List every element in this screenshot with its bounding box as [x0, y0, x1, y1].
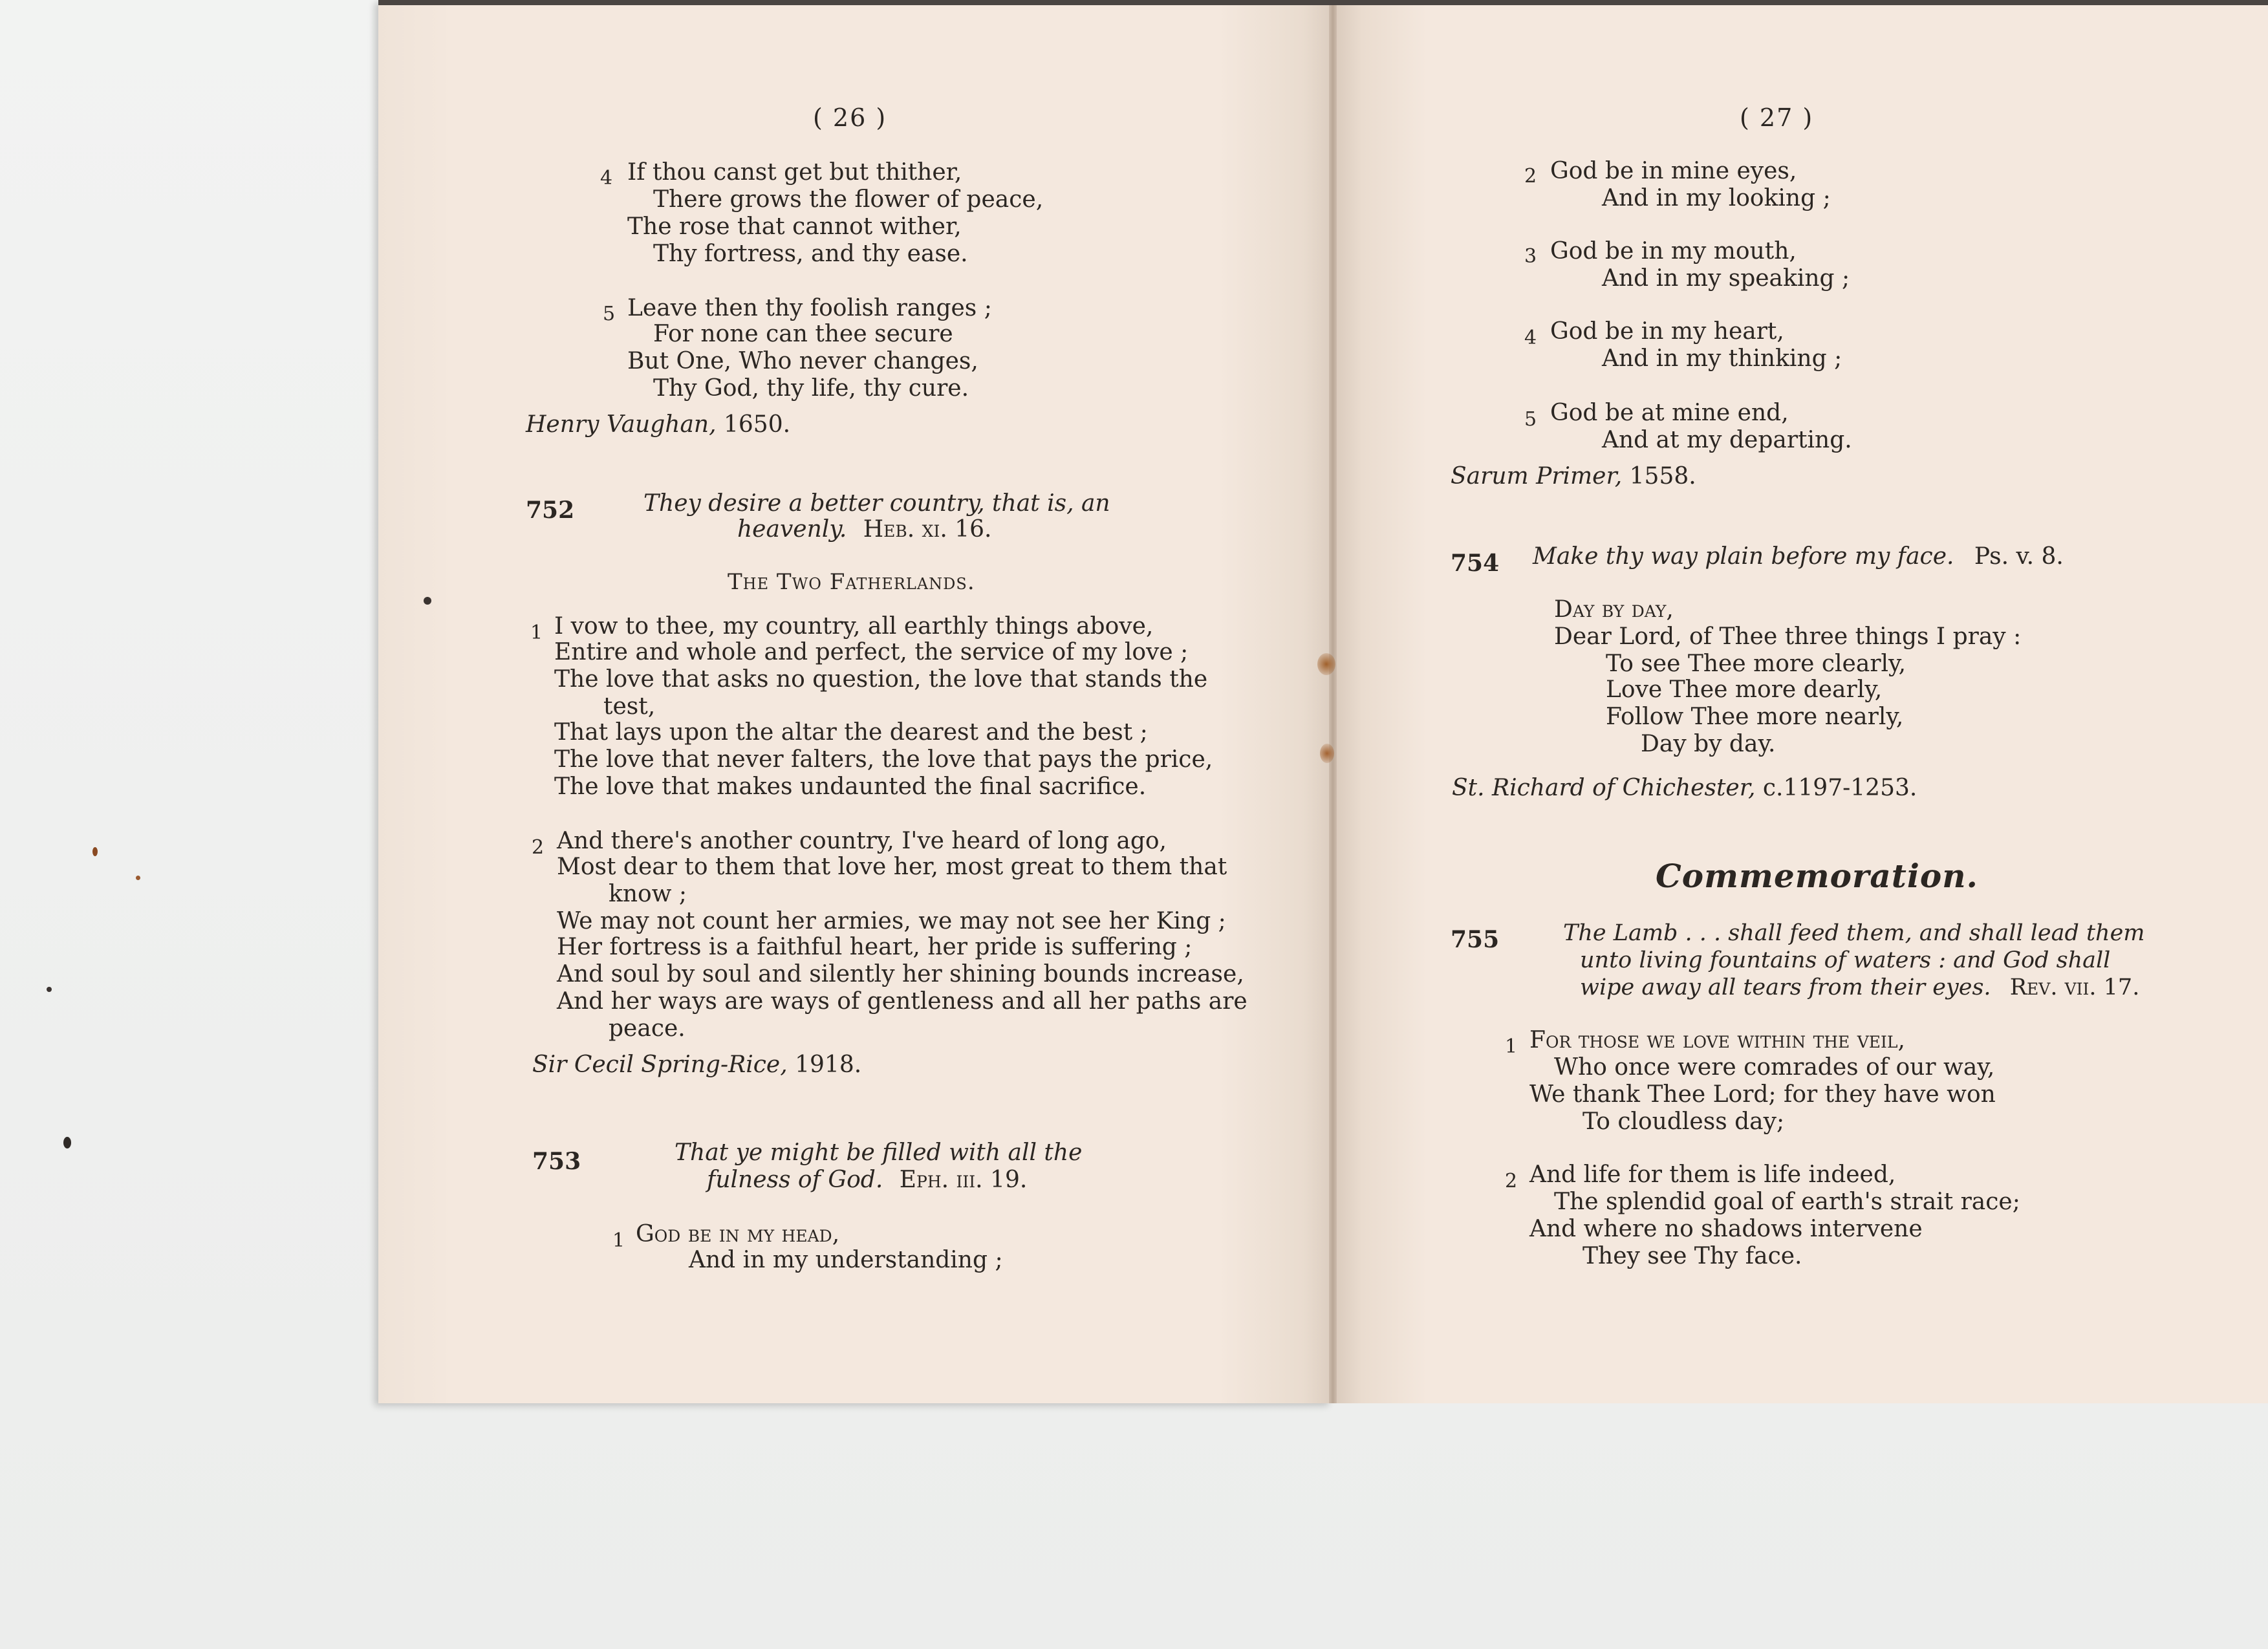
verse-line: Most dear to them that love her, most great to them that: [557, 854, 1227, 880]
verse-line: Dear Lord, of Thee three things I pray :: [1554, 623, 2022, 650]
scripture-reference: Rev. vii. 17.: [2009, 975, 2140, 1000]
speck-mark: [63, 1137, 71, 1148]
hymn-number: 753: [532, 1148, 581, 1175]
speck-mark: [47, 987, 52, 992]
epigraph-line: The Lamb . . . shall feed them, and shall lead them: [1563, 920, 2145, 946]
attribution-year: 1918.: [795, 1051, 862, 1078]
attribution-year: c.1197-1253.: [1762, 775, 1917, 801]
verse-number: 5: [1524, 408, 1537, 431]
scripture-reference: Ps. v. 8.: [1974, 543, 2064, 570]
hymn-number: 754: [1451, 550, 1500, 577]
verse-line: And in my thinking ;: [1602, 345, 1842, 372]
verse-line: peace.: [609, 1015, 686, 1042]
verse-line: But One, Who never changes,: [627, 348, 978, 374]
verse-line: Follow Thee more nearly,: [1606, 704, 1904, 730]
verse-number: 4: [1524, 327, 1537, 349]
epigraph-text: wipe away all tears from their eyes.: [1580, 975, 1991, 1000]
verse-number: 3: [1524, 245, 1537, 268]
verse-number: 1: [530, 621, 543, 644]
page-number-left: ( 26 ): [813, 103, 887, 132]
attribution: [532, 1051, 861, 1079]
verse-number: 2: [1505, 1170, 1518, 1192]
verse-line: If thou canst get but thither,: [627, 159, 962, 186]
attribution-author: Henry Vaughan,: [526, 411, 717, 438]
hymn-title: The Two Fatherlands.: [728, 569, 975, 595]
verse-line: Thy fortress, and thy ease.: [653, 241, 968, 267]
attribution-year: 1650.: [724, 411, 791, 438]
verse-line: To see Thee more clearly,: [1606, 651, 1906, 677]
verse-line: The love that makes undaunted the final sacrifice.: [554, 773, 1147, 800]
stain-mark: [424, 597, 431, 605]
verse-number: 2: [1524, 165, 1537, 188]
epigraph-text: fulness of God.: [707, 1167, 883, 1193]
verse-line: And there's another country, I've heard of long ago,: [557, 828, 1167, 854]
speck-mark: [136, 876, 140, 880]
verse-line: The splendid goal of earth's strait race;: [1554, 1189, 2020, 1215]
verse-number: 1: [1505, 1035, 1518, 1058]
verse-line: And in my speaking ;: [1602, 265, 1850, 292]
verse-line: And soul by soul and silently her shining bounds increase,: [557, 961, 1244, 987]
verse-line: The rose that cannot wither,: [627, 213, 962, 240]
scripture-reference: Eph. iii. 19.: [899, 1167, 1028, 1193]
epigraph-line: [737, 516, 991, 543]
verse-line: And her ways are ways of gentleness and all her paths are: [557, 988, 1247, 1015]
verse-number: 4: [600, 167, 613, 189]
verse-line: The love that asks no question, the love that stands the: [554, 666, 1208, 693]
verse-line: Entire and whole and perfect, the service of my love ;: [554, 639, 1189, 665]
attribution-author: Sir Cecil Spring-Rice,: [532, 1051, 788, 1078]
verse-line: Thy God, thy life, thy cure.: [653, 375, 969, 402]
verse-line: God be in my heart,: [1550, 318, 1784, 345]
attribution: [526, 411, 790, 438]
verse-line: For none can thee secure: [653, 321, 953, 347]
verse-line: For those we love within the veil,: [1529, 1027, 1905, 1053]
epigraph-text: heavenly.: [737, 516, 847, 543]
verse-line: Leave then thy foolish ranges ;: [627, 295, 992, 321]
verse-line: That lays upon the altar the dearest and the best ;: [554, 719, 1148, 746]
verse-line: And at my departing.: [1602, 427, 1852, 453]
attribution-year: 1558.: [1629, 463, 1696, 490]
hymn-number: 752: [526, 497, 575, 524]
verse-number: 1: [612, 1229, 625, 1252]
verse-line: We may not count her armies, we may not see her King ;: [557, 908, 1226, 934]
epigraph-text: Make thy way plain before my face.: [1533, 543, 1954, 570]
hymn-number: 755: [1451, 926, 1500, 953]
verse-line: And life for them is life indeed,: [1529, 1161, 1896, 1188]
epigraph-line: That ye might be filled with all the: [675, 1139, 1083, 1166]
epigraph-line: [1533, 543, 2064, 570]
verse-line: To cloudless day;: [1582, 1108, 1785, 1135]
stain-mark: [1320, 744, 1334, 763]
verse-line: test,: [603, 693, 656, 720]
scripture-reference: Heb. xi. 16.: [863, 516, 992, 543]
verse-line: God be in mine eyes,: [1550, 158, 1797, 184]
attribution: [1451, 463, 1696, 490]
section-heading: Commemoration.: [1656, 857, 1978, 895]
epigraph-line: [1580, 974, 2139, 1001]
epigraph-line: [707, 1167, 1027, 1194]
verse-line: And where no shadows intervene: [1529, 1216, 1923, 1242]
verse-number: 2: [532, 836, 545, 859]
verse-line: God be in my head,: [636, 1221, 840, 1247]
verse-line: Who once were comrades of our way,: [1554, 1054, 1995, 1081]
verse-line: God be at mine end,: [1550, 400, 1789, 426]
verse-line: Day by day.: [1641, 731, 1776, 757]
verse-line: And in my understanding ;: [689, 1247, 1003, 1273]
verse-line: There grows the flower of peace,: [653, 186, 1044, 213]
epigraph-line: unto living fountains of waters : and God shall: [1580, 947, 2111, 973]
verse-line: Love Thee more dearly,: [1606, 676, 1883, 703]
attribution-author: Sarum Primer,: [1451, 463, 1623, 490]
verse-line: The love that never falters, the love that pays the price,: [554, 746, 1213, 773]
verse-line: God be in my mouth,: [1550, 238, 1797, 264]
book-gutter: [1329, 0, 1337, 1403]
open-book: [378, 0, 2268, 1403]
book-top-edge: [378, 0, 2268, 5]
verse-line: And in my looking ;: [1602, 185, 1831, 211]
verse-line: I vow to thee, my country, all earthly things above,: [554, 613, 1154, 640]
speck-mark: [92, 847, 98, 856]
verse-line: Her fortress is a faithful heart, her pride is suffering ;: [557, 934, 1193, 960]
epigraph-line: They desire a better country, that is, an: [643, 490, 1110, 517]
page-number-right: ( 27 ): [1740, 103, 1814, 132]
verse-number: 5: [603, 303, 616, 325]
verse-line: They see Thy face.: [1582, 1243, 1802, 1269]
verse-line: We thank Thee Lord; for they have won: [1529, 1081, 1996, 1108]
stain-mark: [1317, 653, 1335, 675]
attribution-author: St. Richard of Chichester,: [1452, 775, 1756, 801]
verse-line: Day by day,: [1554, 596, 1674, 623]
verse-line: know ;: [609, 881, 687, 907]
attribution: [1452, 775, 1917, 802]
